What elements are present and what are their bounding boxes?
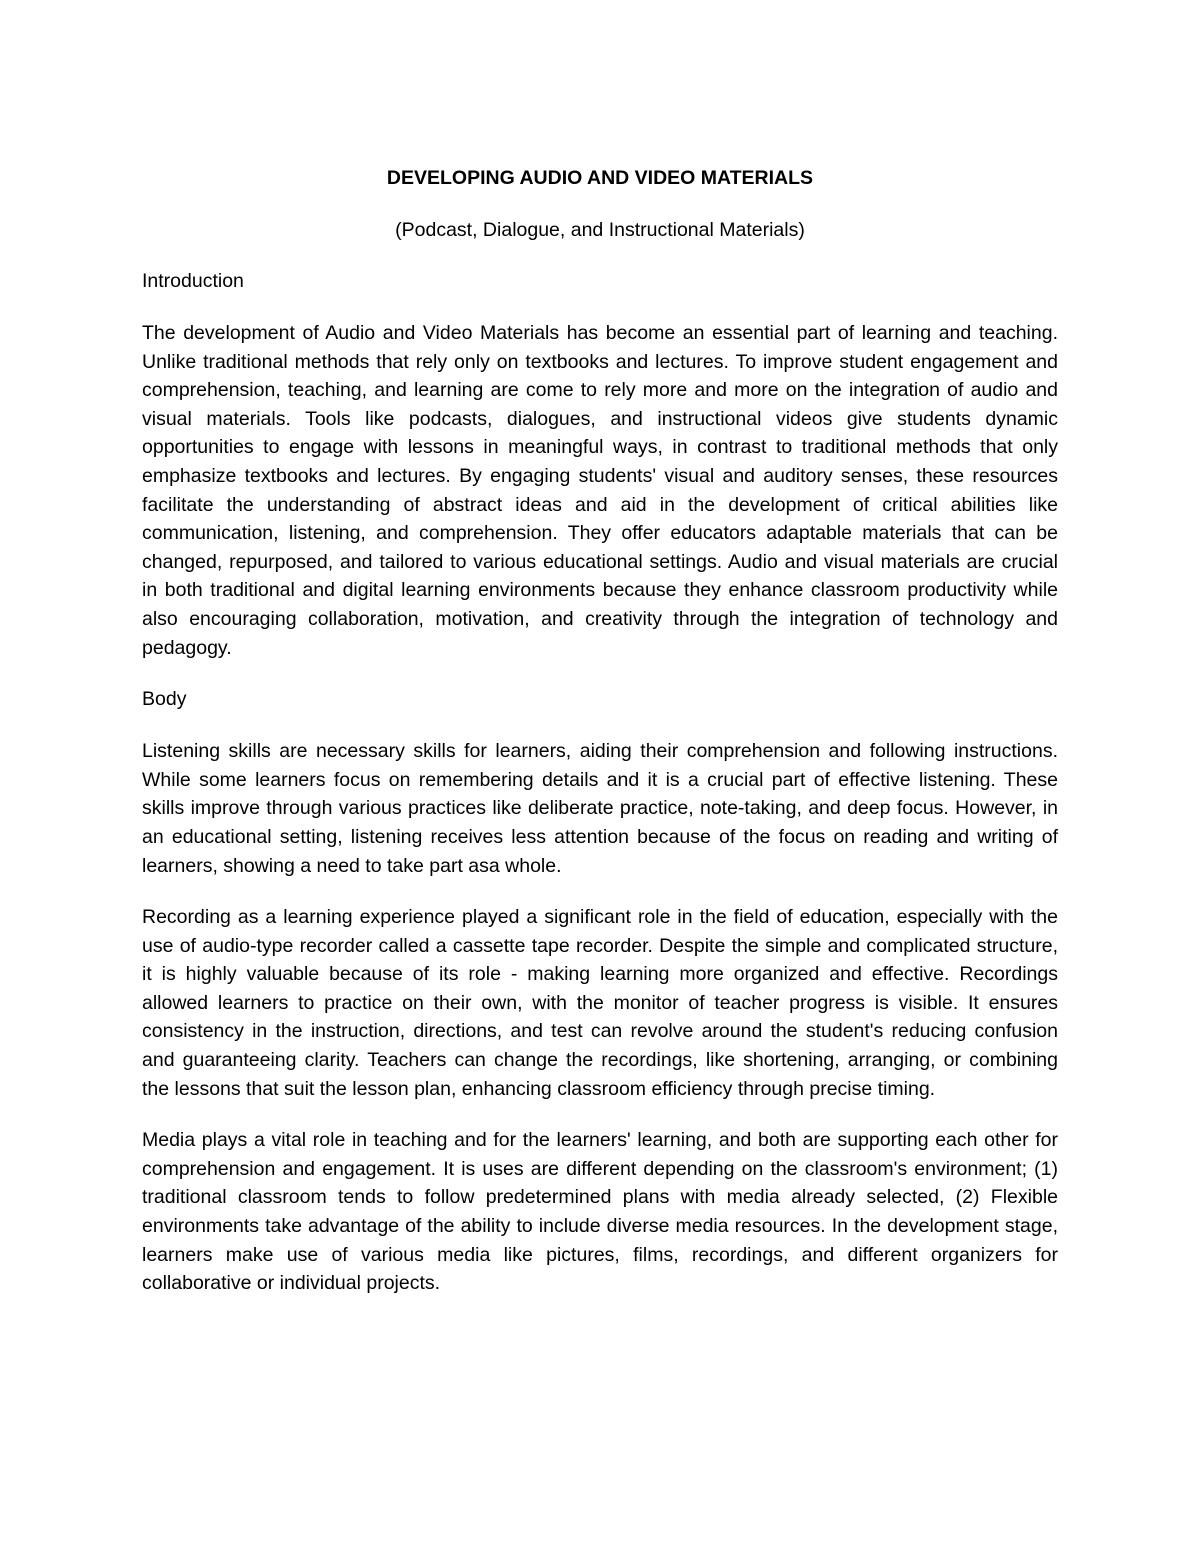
body-paragraph-recording: Recording as a learning experience played a significant role in the field of education, especially with the use of audio-type recorder called a cassette tape recorder. Despite the simple and complicated structure, it is highly valuable because of its role - making learning more organized and effective. Recordings allowed learners to practice on their own, with the monitor of teacher progress is visible. It ensures consistency in the instruction, directions, and test can revolve around the student's reducing confusion and guaranteeing clarity. Teachers can change the recordings, like shortening, arranging, or combining the lessons that suit the lesson plan, enhancing classroom efficiency through precise timing. <box>142 906 1058 1100</box>
document-page <box>142 164 1058 1321</box>
body-heading: Body <box>142 688 187 711</box>
document-subtitle: (Podcast, Dialogue, and Instructional Materials) <box>395 219 805 241</box>
introduction-paragraph: The development of Audio and Video Materials has become an essential part of learning and teaching. Unlike traditional methods that rely only on textbooks and lectures. To improve student engagement and comprehension, teaching, and learning are come to rely more and more on the integration of audio and visual materials. Tools like podcasts, dialogues, and instructional videos give students dynamic opportunities to engage with lessons in meaningful ways, in contrast to traditional methods that only emphasize textbooks and lectures. By engaging students' visual and auditory senses, these resources facilitate the understanding of abstract ideas and aid in the development of critical abilities like communication, listening, and comprehension. They offer educators adaptable materials that can be changed, repurposed, and tailored to various educational settings. Audio and visual materials are crucial in both traditional and digital learning environments because they enhance classroom productivity while also encouraging collaboration, motivation, and creativity through the integration of technology and pedagogy. <box>142 322 1058 659</box>
body-paragraph-listening: Listening skills are necessary skills for learners, aiding their comprehension and following instructions. While some learners focus on remembering details and it is a crucial part of effective listening. These skills improve through various practices like deliberate practice, note-taking, and deep focus. However, in an educational setting, listening receives less attention because of the focus on reading and writing of learners, showing a need to take part asa whole. <box>142 740 1058 877</box>
body-paragraph-media: Media plays a vital role in teaching and for the learners' learning, and both are supporting each other for comprehension and engagement. It is uses are different depending on the classroom's environment; (1) traditional classroom tends to follow predetermined plans with media already selected, (2) Flexible environments take advantage of the ability to include diverse media resources. In the development stage, learners make use of various media like pictures, films, recordings, and different organizers for collaborative or individual projects. <box>142 1129 1058 1295</box>
document-title: DEVELOPING AUDIO AND VIDEO MATERIALS <box>386 167 814 189</box>
introduction-heading: Introduction <box>142 270 244 292</box>
